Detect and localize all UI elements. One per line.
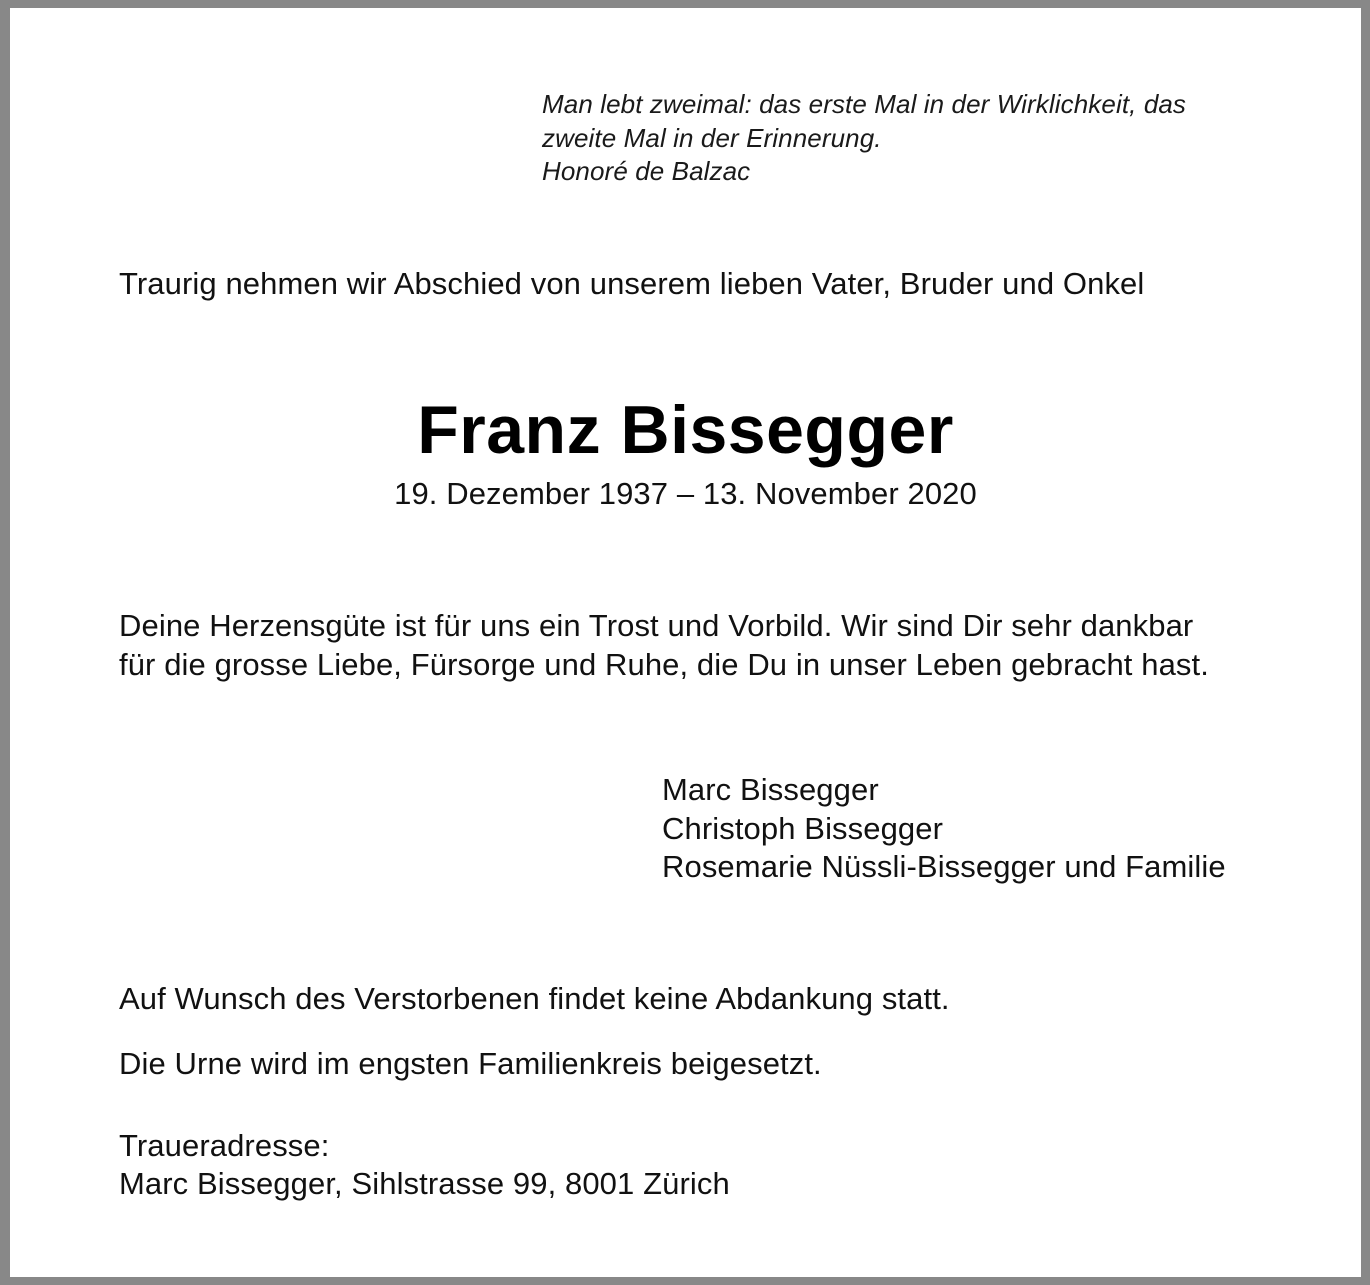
tribute-text: [119, 606, 1209, 684]
quote-line: Man lebt zweimal: das erste Mal in der Wirklichkeit, das: [542, 89, 1187, 119]
intro-text: Traurig nehmen wir Abschied von unserem lieben Vater, Bruder und Onkel: [119, 266, 1145, 301]
ceremony-notice: Auf Wunsch des Verstorbenen findet keine Abdankung statt.: [119, 981, 950, 1016]
mourner-name: Christoph Bissegger: [662, 810, 944, 846]
quote-author: Honoré de Balzac: [542, 156, 751, 186]
life-dates: 19. Dezember 1937 – 13. November 2020: [394, 476, 977, 511]
tribute-line: für die grosse Liebe, Fürsorge und Ruhe, die Du in unser Leben gebracht hast.: [119, 647, 1209, 682]
burial-notice: Die Urne wird im engsten Familienkreis beigesetzt.: [119, 1046, 822, 1081]
deceased-name: Franz Bissegger: [417, 392, 954, 468]
epigraph-quote: [542, 88, 1186, 189]
address-label: Traueradresse:: [119, 1128, 330, 1163]
mourner-name: Rosemarie Nüssli-Bissegger und Familie: [662, 849, 1226, 884]
quote-line: zweite Mal in der Erinnerung.: [542, 122, 882, 153]
mourning-address: [119, 1127, 730, 1203]
address-value: Marc Bissegger, Sihlstrasse 99, 8001 Zürich: [119, 1166, 730, 1201]
mourners-list: [662, 771, 1226, 887]
obituary-page: [10, 8, 1361, 1277]
mourner-name: Marc Bissegger: [662, 772, 879, 807]
tribute-line: Deine Herzensgüte ist für uns ein Trost und Vorbild. Wir sind Dir sehr dankbar: [119, 608, 1194, 643]
